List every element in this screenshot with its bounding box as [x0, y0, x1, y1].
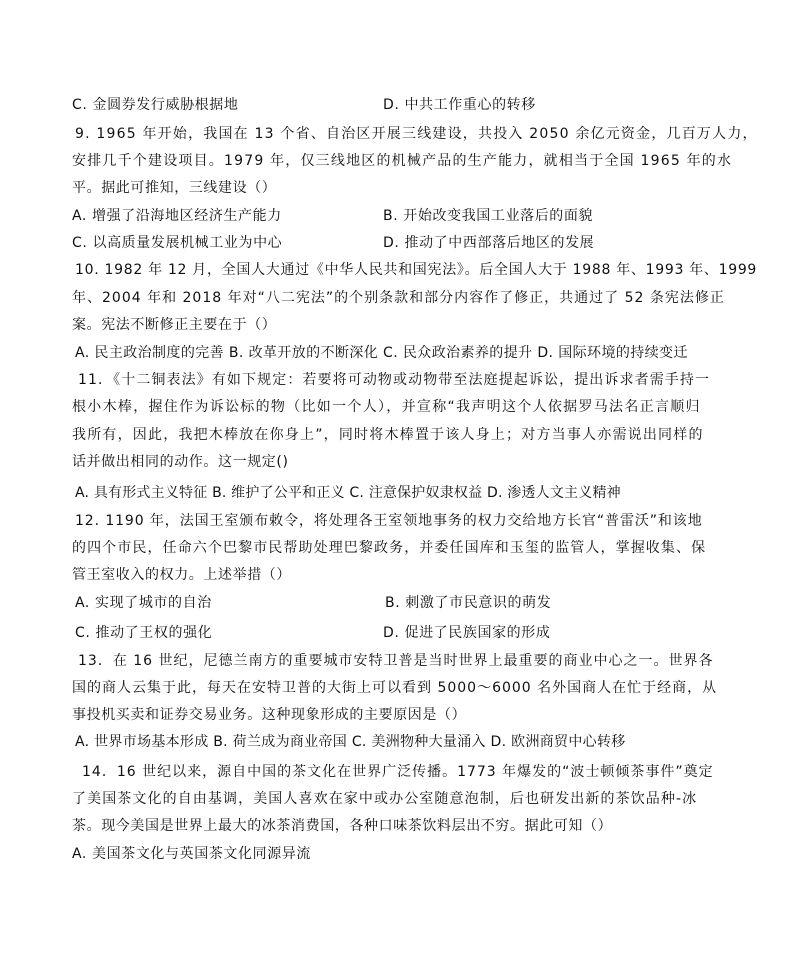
q12-option-a: A. 实现了城市的自治 [75, 595, 212, 611]
q12-option-d: D. 促进了民族国家的形成 [383, 625, 551, 641]
q13-stem-line-1: 13．在 16 世纪，尼德兰南方的重要城市安特卫普是当时世界上最重要的商业中心之一。世界各 [78, 653, 714, 669]
q11-stem-line-4: 话并做出相同的动作。这一规定() [72, 454, 289, 470]
q9-option-c: C. 以高质量发展机械工业为中心 [72, 235, 283, 251]
q14-stem-line-1: 14．16 世纪以来，源自中国的茶文化在世界广泛传播。1773 年爆发的“波士顿倾茶事件”奠定 [82, 764, 714, 780]
q9-stem-line-2: 安排几千个建设项目。1979 年，仅三线地区的机械产品的生产能力，就相当于全国 1965 年的水 [72, 153, 733, 169]
q12-stem-line-3: 管王室收入的权力。上述举措（） [72, 567, 291, 583]
q14-stem-line-3: 茶。现今美国是世界上最大的冰茶消费国，各种口味茶饮料层出不穷。据此可知（） [72, 818, 613, 834]
q11-stem-line-1: 11．《十二铜表法》有如下规定：若要将可动物或动物带至法庭提起诉讼，提出诉求者需手持一 [78, 372, 711, 388]
q10-options: A. 民主政治制度的完善 B. 改革开放的不断深化 C. 民众政治素养的提升 D. 国际环境的持续变迁 [75, 345, 688, 361]
q12-stem-line-2: 的四个市民，任命六个巴黎市民帮助处理巴黎政务，并委任国库和玉玺的监管人，掌握收集、保 [72, 540, 707, 556]
q9-stem-line-3: 平。据此可推知，三线建设（） [72, 180, 277, 196]
q14-option-a: A. 美国茶文化与英国茶文化同源异流 [72, 846, 312, 862]
q9-option-b: B. 开始改变我国工业落后的面貌 [383, 208, 594, 224]
q10-stem-line-3: 案。宪法不断修正主要在于（） [72, 317, 277, 333]
q12-option-b: B. 刺激了市民意识的萌发 [385, 595, 552, 611]
q9-option-a: A. 增强了沿海地区经济生产能力 [72, 208, 282, 224]
q11-stem-line-2: 根小木棒，握住作为诉讼标的物（比如一个人），并宣称“我声明这个人依据罗马法名正言顺归 [72, 399, 701, 415]
q12-option-c: C. 推动了王权的强化 [75, 625, 213, 641]
q13-stem-line-2: 国的商人云集于此，每天在安特卫普的大街上可以看到 5000～6000 名外国商人在忙于经商，从 [72, 680, 718, 696]
q8-option-d: D. 中共工作重心的转移 [383, 97, 536, 113]
q11-stem-line-3: 我所有，因此，我把木棒放在你身上”，同时将木棒置于该人身上；对方当事人亦需说出同样的 [72, 427, 704, 443]
q13-stem-line-3: 事投机买卖和证券交易业务。这种现象形成的主要原因是（） [72, 707, 467, 723]
q11-options: A. 具有形式主义特征 B. 维护了公平和正义 C. 注意保护奴隶权益 D. 渗透人文主义精神 [75, 485, 621, 501]
q9-stem-line-1: 9. 1965 年开始，我国在 13 个省、自治区开展三线建设，共投入 2050 余亿元资金，几百万人力， [75, 126, 758, 142]
q9-option-d: D. 推动了中西部落后地区的发展 [383, 235, 595, 251]
q10-stem-line-2: 年、2004 年和 2018 年对“八二宪法”的个别条款和部分内容作了修正，共通过了 52 条宪法修正 [72, 290, 725, 306]
q12-stem-line-1: 12. 1190 年，法国王室颁布敕令，将处理各王室领地事务的权力交给地方长官“普雷沃”和该地 [75, 513, 703, 529]
q14-stem-line-2: 了美国茶文化的自由基调，美国人喜欢在家中或办公室随意泡制，后也研发出新的茶饮品种-冰 [72, 791, 698, 807]
q13-options: A. 世界市场基本形成 B. 荷兰成为商业帝国 C. 美洲物种大量涌入 D. 欧洲商贸中心转移 [75, 734, 626, 750]
q10-stem-line-1: 10. 1982 年 12 月，全国人大通过《中华人民共和国宪法》。后全国人大于 1988 年、1993 年、1999 [75, 262, 758, 278]
q8-option-c: C. 金圆券发行威胁根据地 [72, 97, 239, 113]
